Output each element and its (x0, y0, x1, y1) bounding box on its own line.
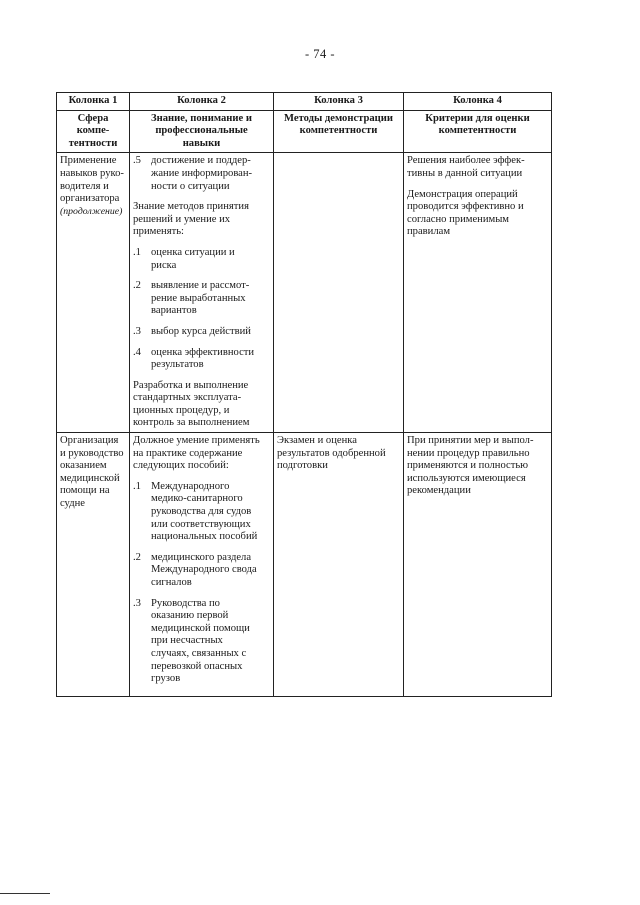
competence-table (56, 92, 552, 697)
item-number: .2 (133, 551, 141, 563)
item-number: .1 (133, 246, 141, 258)
column-number: Колонка 4 (404, 93, 552, 111)
item-number: .1 (133, 480, 141, 492)
numbered-item (133, 155, 270, 193)
table-row (57, 153, 552, 433)
item-text: Международного медико-санитарного руководства для судов или соответствующих национальных пособий (151, 480, 258, 543)
column-header-text: Сфера компе- тентности (68, 112, 118, 149)
column-header (57, 110, 130, 153)
numbered-item (133, 481, 270, 544)
column-number: Колонка 3 (274, 93, 404, 111)
numbered-item (133, 347, 270, 372)
item-text: достижение и поддер- жание информирован- ности о ситуации (151, 155, 253, 192)
methods-text: Экзамен и оценка результатов одобренной подготовки (277, 435, 386, 472)
item-number: .3 (133, 597, 141, 609)
sphere-text: Организация и руководство оказанием медицинской помощи на судне (60, 435, 124, 510)
column-header (404, 110, 552, 153)
criteria-paragraph: Демонстрация операций проводится эффективно и согласно применимым правилам (407, 188, 524, 238)
item-text: выбор курса действий (151, 325, 251, 337)
knowledge-paragraph: Знание методов принятия решений и умение их применять: (133, 201, 249, 238)
numbered-item (133, 247, 270, 272)
bottom-rule (0, 893, 50, 894)
numbered-item (133, 326, 270, 339)
table-body (57, 153, 552, 696)
column-header (130, 110, 274, 153)
knowledge-cell (130, 433, 274, 697)
sphere-cell (57, 433, 130, 697)
continuation-note: (продолжение) (60, 205, 123, 217)
methods-cell (274, 153, 404, 433)
item-text: оценка эффективности результатов (151, 346, 255, 371)
column-number-row (57, 93, 552, 111)
item-text: Руководства по оказанию первой медицинской помощи при несчастных случаях, связанных с перевозкой опасных грузов (151, 597, 250, 685)
column-number: Колонка 1 (57, 93, 130, 111)
column-header-text: Критерии для оценки компетентности (425, 112, 530, 137)
item-number: .4 (133, 346, 141, 358)
item-number: .5 (133, 155, 141, 167)
numbered-item (133, 552, 270, 590)
item-text: медицинского раздела Международного свода сигналов (151, 551, 257, 588)
numbered-item (133, 280, 270, 318)
column-number: Колонка 2 (130, 93, 274, 111)
criteria-cell (404, 433, 552, 697)
criteria-paragraph: Решения наиболее эффек- тивны в данной ситуации (407, 155, 525, 179)
knowledge-cell (130, 153, 274, 433)
column-header-text: Методы демонстрации компетентности (284, 112, 393, 137)
page-number: - 74 - (304, 47, 336, 61)
table-row (57, 433, 552, 697)
sphere-text: Применение навыков руко- водителя и организатора (60, 155, 124, 205)
knowledge-paragraph: Разработка и выполнение стандартных эксплуата- ционных процедур, и контроль за выполнением (133, 379, 250, 429)
methods-cell (274, 433, 404, 697)
column-header-text: Знание, понимание и профессиональные навыки (151, 112, 252, 149)
numbered-item (133, 598, 270, 686)
item-number: .3 (133, 325, 141, 337)
knowledge-paragraph: Должное умение применять на практике содержание следующих пособий: (133, 435, 260, 472)
criteria-cell (404, 153, 552, 433)
column-header-row (57, 110, 552, 153)
column-header (274, 110, 404, 153)
item-text: выявление и рассмот- рение выработанных вариантов (151, 280, 250, 317)
sphere-cell (57, 153, 130, 433)
criteria-paragraph: При принятии мер и выпол- нении процедур правильно применяются и полностью используются имеющиеся рекомендации (407, 435, 534, 497)
item-number: .2 (133, 280, 141, 292)
item-text: оценка ситуации и риска (151, 246, 235, 271)
